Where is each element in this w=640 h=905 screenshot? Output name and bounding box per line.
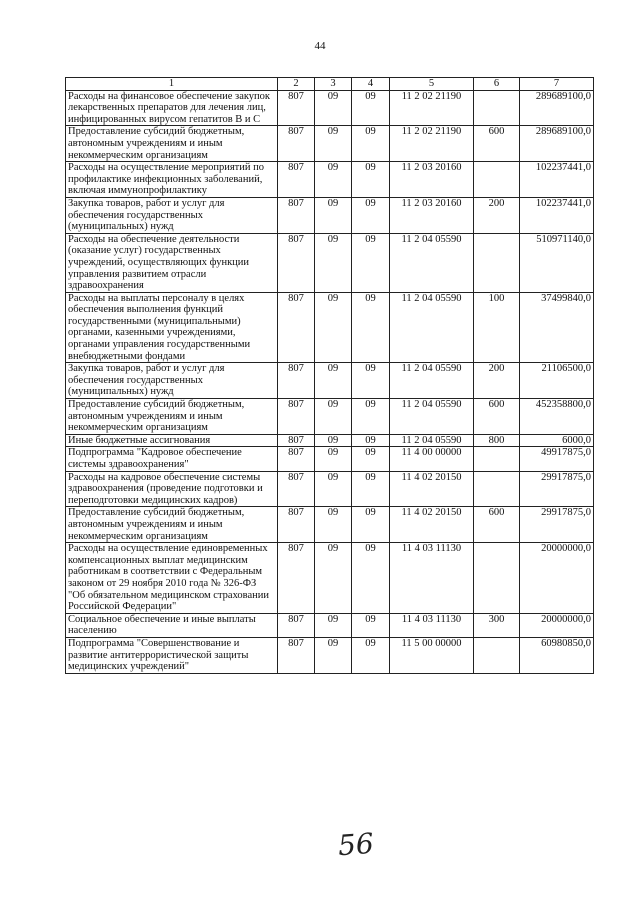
row-grbs: 807 <box>278 292 315 363</box>
row-vr <box>474 162 520 198</box>
table-row <box>66 613 594 637</box>
row-rz: 09 <box>315 637 352 673</box>
table-row <box>66 363 594 399</box>
row-grbs: 807 <box>278 637 315 673</box>
row-sum: 20000000,0 <box>520 543 594 614</box>
row-name: Иные бюджетные ассигнования <box>66 434 278 447</box>
row-csr: 11 2 02 21190 <box>390 126 474 162</box>
row-csr: 11 2 03 20160 <box>390 162 474 198</box>
row-pr: 09 <box>352 471 390 507</box>
row-pr: 09 <box>352 126 390 162</box>
row-grbs: 807 <box>278 507 315 543</box>
table-row <box>66 126 594 162</box>
row-rz: 09 <box>315 447 352 471</box>
row-grbs: 807 <box>278 613 315 637</box>
row-pr: 09 <box>352 233 390 292</box>
row-rz: 09 <box>315 363 352 399</box>
row-grbs: 807 <box>278 197 315 233</box>
header-col-3: 3 <box>315 78 352 91</box>
row-vr <box>474 543 520 614</box>
header-col-6: 6 <box>474 78 520 91</box>
row-name: Закупка товаров, работ и услуг для обеспечения государственных (муниципальных) нужд <box>66 197 278 233</box>
table-row <box>66 197 594 233</box>
row-vr <box>474 637 520 673</box>
row-grbs: 807 <box>278 233 315 292</box>
row-name: Расходы на осуществление мероприятий по профилактике инфекционных заболеваний, включая иммунопрофилактику <box>66 162 278 198</box>
row-sum: 289689100,0 <box>520 90 594 126</box>
table-row <box>66 471 594 507</box>
row-csr: 11 4 02 20150 <box>390 507 474 543</box>
row-sum: 20000000,0 <box>520 613 594 637</box>
row-pr: 09 <box>352 434 390 447</box>
row-vr: 600 <box>474 126 520 162</box>
table-row <box>66 543 594 614</box>
header-col-7: 7 <box>520 78 594 91</box>
row-name: Расходы на выплаты персоналу в целях обеспечения выполнения функций государственными (муниципальными) органами, казенными учреждениями, органами управления государственными внебюджетными фондами <box>66 292 278 363</box>
row-csr: 11 4 03 11130 <box>390 613 474 637</box>
row-rz: 09 <box>315 197 352 233</box>
row-rz: 09 <box>315 613 352 637</box>
row-name: Расходы на осуществление единовременных компенсационных выплат медицинским работникам в соответствии с Федеральным законом от 29 ноября 2010 года № 326-ФЗ "Об обязательном медицинском страховании Российской Федерации" <box>66 543 278 614</box>
row-csr: 11 2 04 05590 <box>390 233 474 292</box>
row-sum: 49917875,0 <box>520 447 594 471</box>
row-pr: 09 <box>352 613 390 637</box>
row-rz: 09 <box>315 507 352 543</box>
row-csr: 11 2 04 05590 <box>390 363 474 399</box>
row-grbs: 807 <box>278 399 315 435</box>
row-sum: 29917875,0 <box>520 471 594 507</box>
row-name: Социальное обеспечение и иные выплаты населению <box>66 613 278 637</box>
table-row <box>66 447 594 471</box>
table-row <box>66 399 594 435</box>
row-csr: 11 2 04 05590 <box>390 292 474 363</box>
row-name: Подпрограмма "Кадровое обеспечение системы здравоохранения" <box>66 447 278 471</box>
row-rz: 09 <box>315 292 352 363</box>
row-grbs: 807 <box>278 471 315 507</box>
row-csr: 11 4 02 20150 <box>390 471 474 507</box>
row-vr: 200 <box>474 197 520 233</box>
header-col-5: 5 <box>390 78 474 91</box>
row-csr: 11 2 03 20160 <box>390 197 474 233</box>
row-sum: 6000,0 <box>520 434 594 447</box>
table-row <box>66 90 594 126</box>
row-sum: 452358800,0 <box>520 399 594 435</box>
row-pr: 09 <box>352 292 390 363</box>
row-name: Расходы на финансовое обеспечение закупок лекарственных препаратов для лечения лиц, инфицированных вирусом гепатитов В и С <box>66 90 278 126</box>
row-sum: 289689100,0 <box>520 126 594 162</box>
header-col-4: 4 <box>352 78 390 91</box>
row-pr: 09 <box>352 90 390 126</box>
header-row <box>66 78 594 91</box>
row-vr: 800 <box>474 434 520 447</box>
row-pr: 09 <box>352 197 390 233</box>
row-csr: 11 2 02 21190 <box>390 90 474 126</box>
row-name: Подпрограмма "Совершенствование и развитие антитеррористической защиты медицинских учреждений" <box>66 637 278 673</box>
row-csr: 11 4 03 11130 <box>390 543 474 614</box>
row-grbs: 807 <box>278 90 315 126</box>
row-sum: 60980850,0 <box>520 637 594 673</box>
row-vr <box>474 471 520 507</box>
row-name: Закупка товаров, работ и услуг для обеспечения государственных (муниципальных) нужд <box>66 363 278 399</box>
row-name: Предоставление субсидий бюджетным, автономным учреждениям и иным некоммерческим организациям <box>66 126 278 162</box>
row-csr: 11 4 00 00000 <box>390 447 474 471</box>
header-col-2: 2 <box>278 78 315 91</box>
page-number: 44 <box>314 40 326 52</box>
row-name: Предоставление субсидий бюджетным, автономным учреждениям и иным некоммерческим организациям <box>66 399 278 435</box>
row-csr: 11 5 00 00000 <box>390 637 474 673</box>
row-sum: 102237441,0 <box>520 197 594 233</box>
row-name: Предоставление субсидий бюджетным, автономным учреждениям и иным некоммерческим организациям <box>66 507 278 543</box>
table-row <box>66 434 594 447</box>
row-pr: 09 <box>352 637 390 673</box>
row-grbs: 807 <box>278 543 315 614</box>
row-grbs: 807 <box>278 126 315 162</box>
row-name: Расходы на кадровое обеспечение системы здравоохранения (проведение подготовки и переподготовки медицинских кадров) <box>66 471 278 507</box>
row-pr: 09 <box>352 447 390 471</box>
row-vr <box>474 90 520 126</box>
row-name: Расходы на обеспечение деятельности (оказание услуг) государственных учреждений, осуществляющих функции управления развитием отрасли здравоохранения <box>66 233 278 292</box>
row-sum: 102237441,0 <box>520 162 594 198</box>
row-csr: 11 2 04 05590 <box>390 434 474 447</box>
table-row <box>66 292 594 363</box>
row-rz: 09 <box>315 162 352 198</box>
row-rz: 09 <box>315 434 352 447</box>
table-row <box>66 233 594 292</box>
row-pr: 09 <box>352 162 390 198</box>
row-csr: 11 2 04 05590 <box>390 399 474 435</box>
row-pr: 09 <box>352 363 390 399</box>
table-row <box>66 507 594 543</box>
row-vr: 600 <box>474 507 520 543</box>
row-sum: 510971140,0 <box>520 233 594 292</box>
row-rz: 09 <box>315 90 352 126</box>
row-sum: 37499840,0 <box>520 292 594 363</box>
row-grbs: 807 <box>278 447 315 471</box>
row-grbs: 807 <box>278 434 315 447</box>
row-grbs: 807 <box>278 363 315 399</box>
row-rz: 09 <box>315 399 352 435</box>
row-vr: 300 <box>474 613 520 637</box>
row-sum: 21106500,0 <box>520 363 594 399</box>
budget-table <box>65 77 594 674</box>
row-vr: 600 <box>474 399 520 435</box>
handwritten-page-stamp: 56 <box>336 826 375 863</box>
row-rz: 09 <box>315 471 352 507</box>
row-vr <box>474 233 520 292</box>
header-col-1: 1 <box>66 78 278 91</box>
table-row <box>66 162 594 198</box>
table-row <box>66 637 594 673</box>
row-vr <box>474 447 520 471</box>
row-rz: 09 <box>315 126 352 162</box>
row-pr: 09 <box>352 543 390 614</box>
row-rz: 09 <box>315 233 352 292</box>
row-vr: 100 <box>474 292 520 363</box>
row-grbs: 807 <box>278 162 315 198</box>
row-pr: 09 <box>352 399 390 435</box>
row-pr: 09 <box>352 507 390 543</box>
row-rz: 09 <box>315 543 352 614</box>
row-sum: 29917875,0 <box>520 507 594 543</box>
row-vr: 200 <box>474 363 520 399</box>
